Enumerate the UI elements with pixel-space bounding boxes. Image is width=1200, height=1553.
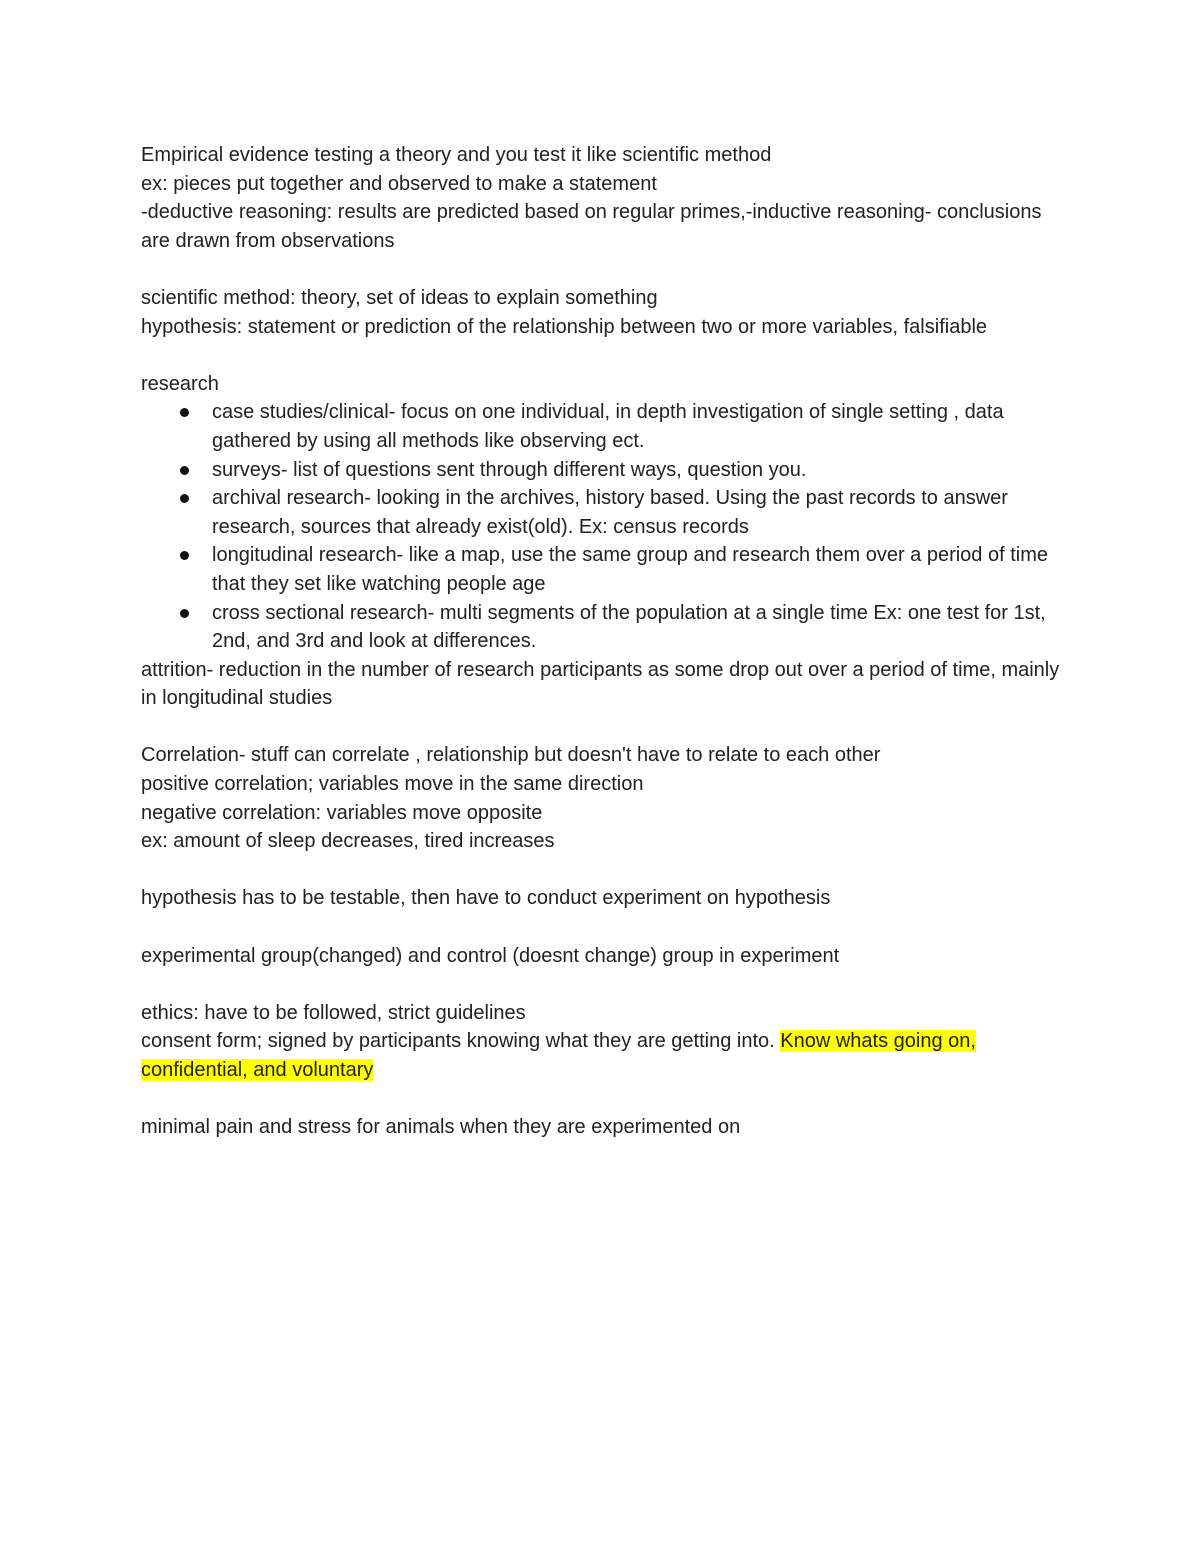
para-scientific-method: scientific method: theory, set of ideas to explain something bbox=[141, 286, 658, 309]
bullet-surveys bbox=[212, 456, 1071, 485]
bullet-dot-icon bbox=[180, 551, 189, 560]
blank-line bbox=[141, 255, 1071, 284]
bullet-dot-icon bbox=[180, 408, 189, 417]
para-sleep-example: ex: amount of sleep decreases, tired increases bbox=[141, 830, 555, 853]
para-correlation: Correlation- stuff can correlate , relationship but doesn't have to relate to each other bbox=[141, 744, 881, 767]
bullet-dot-icon bbox=[180, 494, 189, 503]
highlighted-text: Know whats going on, confidential, and voluntary bbox=[141, 1030, 976, 1081]
bullet-dot-icon bbox=[180, 609, 189, 618]
bullet-longitudinal-research bbox=[212, 541, 1071, 598]
blank-line bbox=[141, 856, 1071, 885]
bullet-case-studies bbox=[212, 398, 1071, 455]
para-hypothesis: hypothesis: statement or prediction of the relationship between two or more variables, falsifiable bbox=[141, 315, 988, 338]
blank-line bbox=[141, 713, 1071, 742]
para-negative-correlation: negative correlation: variables move opposite bbox=[141, 801, 543, 824]
document-body bbox=[141, 141, 1071, 1142]
bullet-text: case studies/clinical- focus on one individual, in depth investigation of single setting , data gathered by using all methods like observing ect. bbox=[212, 401, 1004, 452]
consent-text: consent form; signed by participants knowing what they are getting into. bbox=[141, 1030, 781, 1053]
blank-line bbox=[141, 970, 1071, 999]
blank-line bbox=[141, 1085, 1071, 1114]
para-positive-correlation: positive correlation; variables move in the same direction bbox=[141, 773, 644, 796]
para-empirical-evidence: Empirical evidence testing a theory and you test it like scientific method bbox=[141, 144, 772, 166]
bullet-dot-icon bbox=[180, 466, 189, 475]
bullet-text: cross sectional research- multi segments of the population at a single time Ex: one test for 1st, 2nd, and 3rd and look at differences. bbox=[212, 601, 1046, 653]
research-bullet-list bbox=[141, 398, 1071, 655]
para-animal-ethics: minimal pain and stress for animals when they are experimented on bbox=[141, 1116, 741, 1139]
para-ethics: ethics: have to be followed, strict guidelines bbox=[141, 1001, 526, 1024]
para-consent-form bbox=[141, 1027, 1071, 1084]
para-testable-hypothesis: hypothesis has to be testable, then have to conduct experiment on hypothesis bbox=[141, 887, 831, 910]
para-research-heading: research bbox=[141, 372, 219, 395]
para-attrition: attrition- reduction in the number of research participants as some drop out over a period of time, mainly in longitudinal studies bbox=[141, 658, 1060, 710]
blank-line bbox=[141, 913, 1071, 942]
para-example-statement: ex: pieces put together and observed to make a statement bbox=[141, 172, 657, 195]
blank-line bbox=[141, 341, 1071, 370]
bullet-archival-research bbox=[212, 484, 1071, 541]
para-reasoning: -deductive reasoning: results are predicted based on regular primes,-inductive reasoning- conclusions are drawn from observations bbox=[141, 201, 1042, 252]
bullet-text: archival research- looking in the archives, history based. Using the past records to answer research, sources that already exist(old). Ex: census records bbox=[212, 487, 1008, 538]
bullet-cross-sectional-research bbox=[212, 599, 1071, 656]
para-experimental-control: experimental group(changed) and control (doesnt change) group in experiment bbox=[141, 944, 840, 967]
bullet-text: surveys- list of questions sent through different ways, question you. bbox=[212, 458, 807, 481]
bullet-text: longitudinal research- like a map, use the same group and research them over a period of time that they set like watching people age bbox=[212, 544, 1049, 595]
